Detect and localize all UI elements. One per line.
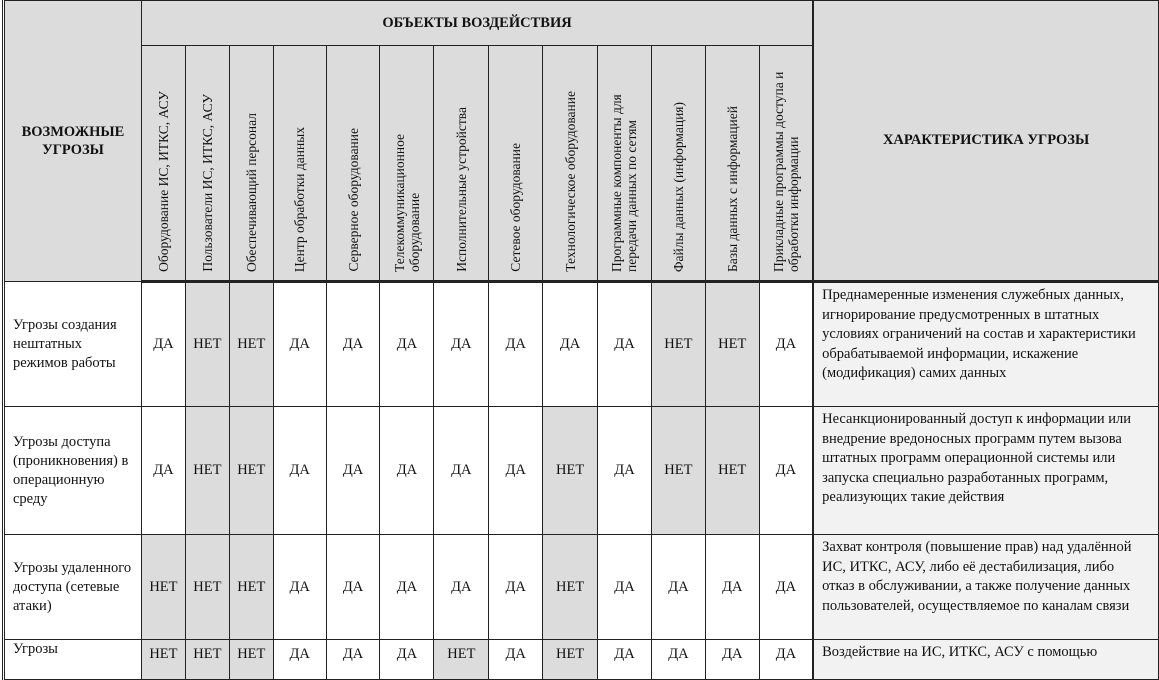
column-header-label: Прикладные программы доступа и обработки информации xyxy=(770,71,801,272)
value-cell: ДА xyxy=(543,282,598,407)
table-row xyxy=(4,640,1159,680)
value-cell: НЕТ xyxy=(434,640,489,680)
value-cell: ДА xyxy=(273,535,326,640)
column-header xyxy=(326,46,380,282)
value-cell: ДА xyxy=(434,407,489,535)
table-row xyxy=(4,407,1159,535)
column-header-label: Технологическое оборудование xyxy=(562,91,578,272)
column-header xyxy=(759,46,813,282)
column-header-label: Сетевое оборудование xyxy=(508,143,524,272)
value-cell: НЕТ xyxy=(651,407,705,535)
value-cell: НЕТ xyxy=(705,407,759,535)
value-cell: ДА xyxy=(380,407,434,535)
column-header xyxy=(489,46,543,282)
value-cell: НЕТ xyxy=(705,282,759,407)
value-cell: НЕТ xyxy=(229,282,273,407)
value-cell: ДА xyxy=(141,282,185,407)
value-cell: НЕТ xyxy=(229,407,273,535)
value-cell: ДА xyxy=(759,535,813,640)
column-header-label: Программные компоненты для передачи данных по сетям xyxy=(609,94,640,272)
value-cell: НЕТ xyxy=(543,407,598,535)
column-header xyxy=(598,46,652,282)
value-cell: ДА xyxy=(759,282,813,407)
column-header-label: Оборудование ИС, ИТКС, АСУ xyxy=(155,91,171,272)
value-cell: ДА xyxy=(326,640,380,680)
threat-name: Угрозы xyxy=(4,640,142,680)
value-cell: ДА xyxy=(434,282,489,407)
column-header xyxy=(273,46,326,282)
value-cell: ДА xyxy=(759,407,813,535)
value-cell: ДА xyxy=(705,640,759,680)
value-cell: ДА xyxy=(273,640,326,680)
column-header-label: Серверное оборудование xyxy=(345,128,361,272)
value-cell: НЕТ xyxy=(543,535,598,640)
value-cell: НЕТ xyxy=(185,407,229,535)
value-cell: ДА xyxy=(326,282,380,407)
characteristic-header: ХАРАКТЕРИСТИКА УГРОЗЫ xyxy=(813,1,1158,282)
value-cell: ДА xyxy=(141,407,185,535)
value-cell: ДА xyxy=(489,407,543,535)
column-header xyxy=(705,46,759,282)
value-cell: ДА xyxy=(434,535,489,640)
column-header xyxy=(434,46,489,282)
value-cell: НЕТ xyxy=(141,535,185,640)
table-row xyxy=(4,282,1159,407)
threat-name: Угрозы удаленного доступа (сетевые атаки) xyxy=(4,535,142,640)
threat-characteristic: Захват контроля (повышение прав) над удалённой ИС, ИТКС, АСУ, либо её дестабилизация, либо отказ в обслуживании, а также получение данных пользователей, осуществляемое по каналам связи xyxy=(813,535,1158,640)
value-cell: ДА xyxy=(380,640,434,680)
value-cell: НЕТ xyxy=(229,535,273,640)
value-cell: НЕТ xyxy=(543,640,598,680)
value-cell: ДА xyxy=(598,282,652,407)
value-cell: ДА xyxy=(759,640,813,680)
threat-name: Угрозы доступа (проникновения) в операционную среду xyxy=(4,407,142,535)
value-cell: НЕТ xyxy=(141,640,185,680)
value-cell: ДА xyxy=(489,535,543,640)
column-header-label: Исполнительные устройства xyxy=(453,107,469,272)
threat-characteristic: Воздействие на ИС, ИТКС, АСУ с помощью xyxy=(813,640,1158,680)
threat-characteristic: Преднамеренные изменения служебных данных, игнорирование предусмотренных в штатных условиях ограничений на состав и характеристики обрабатываемой информации, искажение (модификация) самих данных xyxy=(813,282,1158,407)
column-header-label: Центр обработки данных xyxy=(292,126,308,272)
value-cell: НЕТ xyxy=(229,640,273,680)
value-cell: ДА xyxy=(273,407,326,535)
column-header-label: Пользователи ИС, ИТКС, АСУ xyxy=(199,94,215,272)
column-header-label: Обеспечивающий персонал xyxy=(243,113,259,272)
column-header xyxy=(141,46,185,282)
column-header-label: Файлы данных (информация) xyxy=(670,101,686,272)
column-header xyxy=(543,46,598,282)
threats-table xyxy=(2,0,1159,680)
value-cell: НЕТ xyxy=(185,535,229,640)
table-row xyxy=(4,535,1159,640)
value-cell: ДА xyxy=(326,535,380,640)
value-cell: ДА xyxy=(380,282,434,407)
threats-header: ВОЗМОЖНЫЕ УГРОЗЫ xyxy=(4,1,142,282)
value-cell: ДА xyxy=(489,282,543,407)
value-cell: НЕТ xyxy=(185,282,229,407)
column-header xyxy=(229,46,273,282)
value-cell: ДА xyxy=(598,535,652,640)
value-cell: ДА xyxy=(380,535,434,640)
value-cell: ДА xyxy=(598,407,652,535)
value-cell: НЕТ xyxy=(651,282,705,407)
column-header xyxy=(380,46,434,282)
value-cell: ДА xyxy=(489,640,543,680)
column-header-label: Телекоммуникационное оборудование xyxy=(391,133,422,272)
threat-name: Угрозы создания нештатных режимов работы xyxy=(4,282,142,407)
value-cell: ДА xyxy=(598,640,652,680)
objects-header: ОБЪЕКТЫ ВОЗДЕЙСТВИЯ xyxy=(141,1,813,46)
value-cell: ДА xyxy=(651,535,705,640)
value-cell: ДА xyxy=(326,407,380,535)
threat-characteristic: Несанкционированный доступ к информации или внедрение вредоносных программ путем вызова штатных программ операционной системы или запуска специально разработанных программ, реализующих такие действия xyxy=(813,407,1158,535)
column-header-label: Базы данных с информацией xyxy=(724,106,740,272)
value-cell: НЕТ xyxy=(185,640,229,680)
value-cell: ДА xyxy=(651,640,705,680)
value-cell: ДА xyxy=(273,282,326,407)
column-header xyxy=(185,46,229,282)
value-cell: ДА xyxy=(705,535,759,640)
column-header xyxy=(651,46,705,282)
